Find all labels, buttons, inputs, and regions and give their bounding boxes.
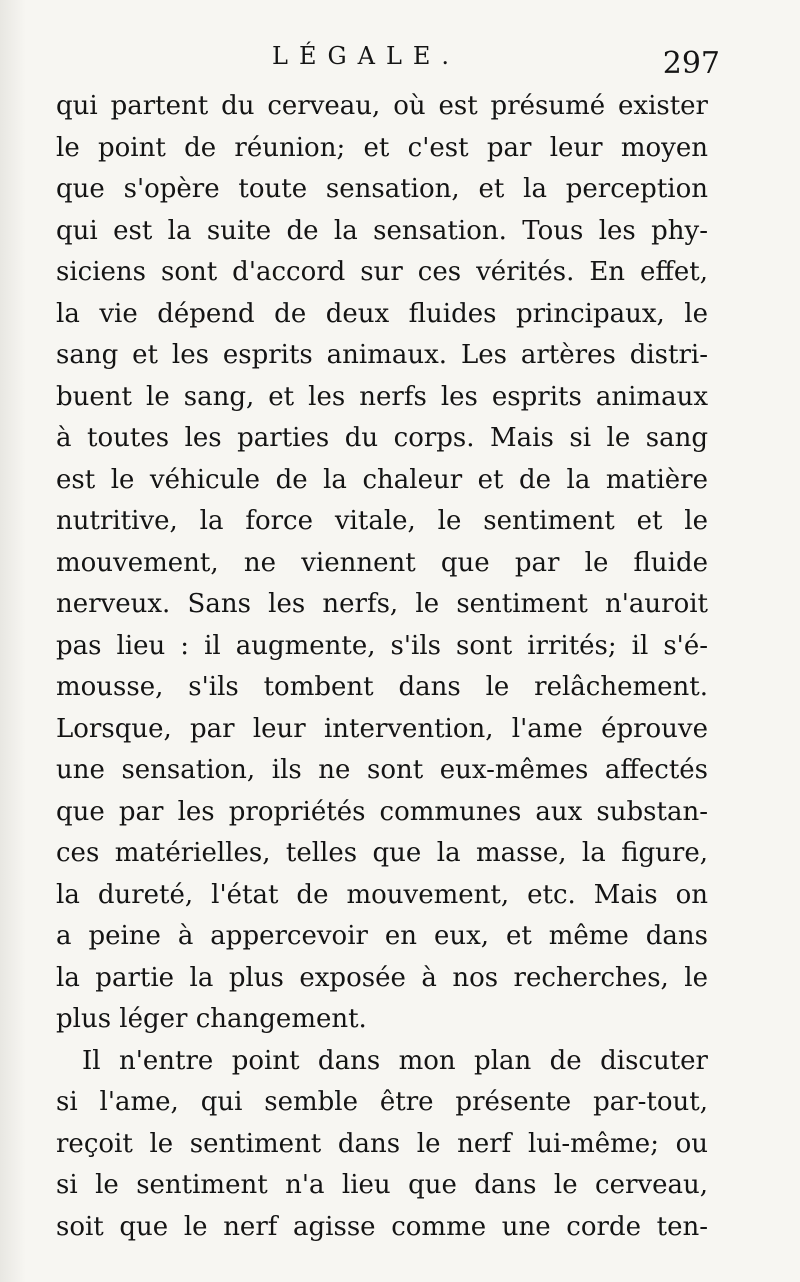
text-line: à toutes les parties du corps. Mais si le sang [56,423,708,453]
text-line: nerveux. Sans les nerfs, le sentiment n'auroit [56,589,708,619]
text-line: a peine à appercevoir en eux, et même dans [56,921,708,951]
text-line: la vie dépend de deux fluides principaux, le [56,298,708,329]
text-line: nutritive, la force vitale, le sentiment et le [56,506,708,536]
page-gutter-shadow [0,0,26,1282]
text-line: la dureté, l'état de mouvement, etc. Mais on [56,879,708,910]
page-header [60,42,720,82]
text-line: siciens sont d'accord sur ces vérités. En effet, [56,257,708,287]
text-line: la partie la plus exposée à nos recherches, le [56,962,708,993]
running-head: LÉGALE. [272,42,461,70]
paragraph-2 [56,1041,708,1249]
text-line: que par les propriétés communes aux substan- [56,796,708,827]
text-line: mousse, s'ils tombent dans le relâchement. [56,672,708,702]
text-line: buent le sang, et les nerfs les esprits animaux [56,381,708,412]
text-line: est le véhicule de la chaleur et de la matière [56,464,708,495]
text-line: qui est la suite de la sensation. Tous les phy- [56,215,708,246]
text-line: Il n'entre point dans mon plan de discuter [82,1045,708,1076]
text-line: sang et les esprits animaux. Les artères distri- [56,340,708,370]
text-line: mouvement, ne viennent que par le fluide [56,547,708,578]
text-line: une sensation, ils ne sont eux-mêmes affectés [56,755,708,785]
text-line: le point de réunion; et c'est par leur moyen [56,132,708,163]
text-line: soit que le nerf agisse comme une corde ten- [56,1211,708,1242]
text-line: reçoit le sentiment dans le nerf lui-même; ou [56,1128,708,1159]
text-line: si le sentiment n'a lieu que dans le cerveau, [56,1170,708,1200]
text-line: plus léger changement. [56,1004,367,1034]
body-text [56,86,708,1248]
text-line: si l'ame, qui semble être présente par-tout, [56,1087,708,1117]
text-line: Lorsque, par leur intervention, l'ame éprouve [56,713,708,744]
page-number: 297 [662,46,720,81]
text-line: que s'opère toute sensation, et la perception [56,174,708,204]
text-line: qui partent du cerveau, où est présumé exister [56,91,708,121]
text-line: pas lieu : il augmente, s'ils sont irrités; il s'é- [56,630,708,661]
text-line: ces matérielles, telles que la masse, la figure, [56,838,708,868]
paragraph-1 [56,86,708,1041]
